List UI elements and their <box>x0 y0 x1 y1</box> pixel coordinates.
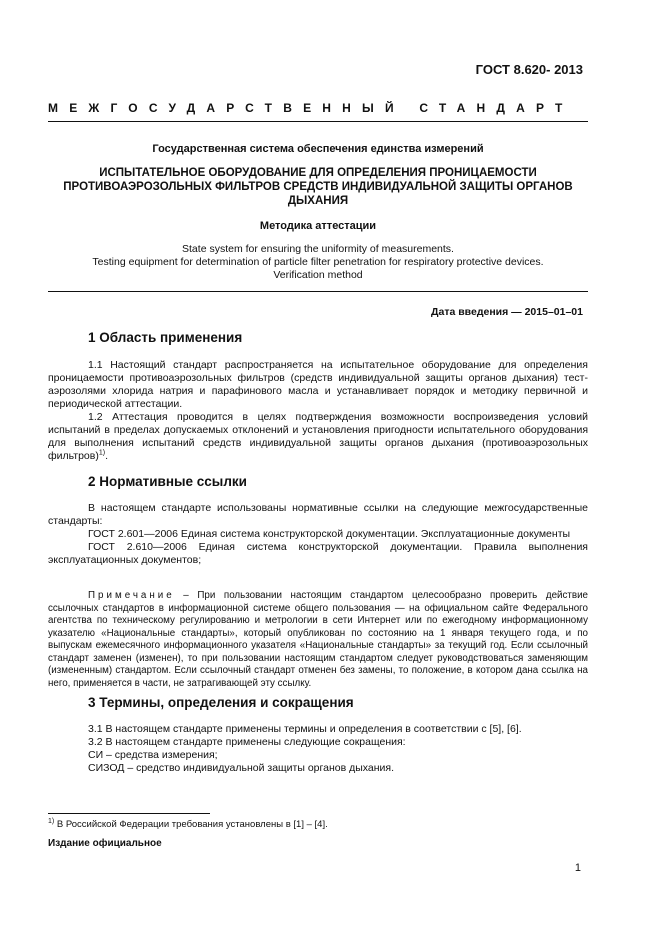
paragraph-1-2-text: 1.2 Аттестация проводится в целях подтверждения возможности воспроизведения условий испытаний в пределах допускаемых отклонений и установления пригодности испытательного оборудования для выполнения испытаний средств индивидуальной защиты органов дыхания (противоаэрозольных фильтров) <box>48 411 588 462</box>
english-line: Verification method <box>273 269 363 281</box>
paragraph-3-2: 3.2 В настоящем стандарте применены следующие сокращения: <box>88 736 406 748</box>
header-rule <box>48 121 588 122</box>
english-line: Testing equipment for determination of particle filter penetration for respiratory protective devices. <box>92 256 544 268</box>
reference-gost-2-601: ГОСТ 2.601—2006 Единая система конструкторской документации. Эксплуатационные документы <box>88 528 571 540</box>
footnote-rule <box>48 813 210 814</box>
method-subtitle: Методика аттестации <box>259 220 377 232</box>
footnote <box>48 819 328 830</box>
paragraph-2-intro: В настоящем стандарте использованы нормативные ссылки на следующие межгосударственные стандарты: <box>48 502 588 527</box>
introduction-date: Дата введения — 2015–01–01 <box>431 306 583 318</box>
footnote-ref: 1) <box>98 449 106 457</box>
paragraph-1-2 <box>48 411 588 463</box>
section-3-heading: 3 Термины, определения и сокращения <box>88 695 354 710</box>
section-3-text <box>88 723 522 775</box>
section-1-heading: 1 Область применения <box>88 330 243 345</box>
title-line: ПРОТИВОАЭРОЗОЛЬНЫХ ФИЛЬТРОВ СРЕДСТВ ИНДИВИДУАЛЬНОЙ ЗАЩИТЫ ОРГАНОВ <box>63 181 573 193</box>
footnote-mark: 1) <box>48 817 55 825</box>
abbreviation-si: СИ – средства измерения; <box>88 749 218 761</box>
note-text: – При пользовании настоящим стандартом целесообразно проверить действие ссылочных стандартов в информационной системе общего пользования — на официальном сайте Федерального агентства по техническому регулированию и метрологии в сети Интернет или по ежегодному информационному указателю «Национальные стандарты», который опубликован по состоянию на 1 января текущего года, и по выпускам ежемесячного информационного указателя «Национальные стандарты» за текущий год. Если ссылочный стандарт заменен (изменен), то при пользовании настоящим стандартом следует руководствоваться заменяющим (измененным) стандартом. Если ссылочный стандарт отменен без замены, то положение, в котором дана ссылка на него, применяется в части, не затрагивающей эту ссылку. <box>48 590 588 689</box>
page-number: 1 <box>574 862 581 874</box>
document-code: ГОСТ 8.620- 2013 <box>475 62 583 77</box>
document-title <box>48 166 588 208</box>
system-title: Государственная система обеспечения единства измерений <box>152 143 484 155</box>
section-2-heading: 2 Нормативные ссылки <box>88 474 247 489</box>
official-edition: Издание официальное <box>48 838 162 849</box>
title-rule <box>48 291 588 292</box>
abbreviation-sizod: СИЗОД – средство индивидуальной защиты органов дыхания. <box>88 762 394 774</box>
note-block <box>48 590 588 690</box>
reference-gost-2-610: ГОСТ 2.610—2006 Единая система конструкторской документации. Правила выполнения эксплуатационных документов; <box>48 541 588 566</box>
note-label: Примечание <box>88 590 175 601</box>
english-line: State system for ensuring the uniformity of measurements. <box>182 243 454 255</box>
section-1-text <box>48 359 588 463</box>
interstate-standard-label: МЕЖГОСУДАРСТВЕННЫЙ СТАНДАРТ <box>48 101 574 115</box>
section-2-text <box>48 502 588 567</box>
paragraph-1-1: 1.1 Настоящий стандарт распространяется на испытательное оборудование для определения проницаемости противоаэрозольных фильтров (средств индивидуальной защиты органов дыхания) тест-аэрозолями хлорида натрия и парафинового масла и устанавливает порядок и методику первичной и периодической аттестации. <box>48 359 588 410</box>
paragraph-3-1: 3.1 В настоящем стандарте применены термины и определения в соответствии с [5], [6]. <box>88 723 522 735</box>
footnote-text: В Российской Федерации требования установлены в [1] – [4]. <box>54 819 328 830</box>
title-line: ДЫХАНИЯ <box>287 195 349 207</box>
english-title <box>48 243 588 282</box>
paragraph-1-2-end: . <box>105 450 109 462</box>
title-line: ИСПЫТАТЕЛЬНОЕ ОБОРУДОВАНИЕ ДЛЯ ОПРЕДЕЛЕНИЯ ПРОНИЦАЕМОСТИ <box>99 167 537 179</box>
